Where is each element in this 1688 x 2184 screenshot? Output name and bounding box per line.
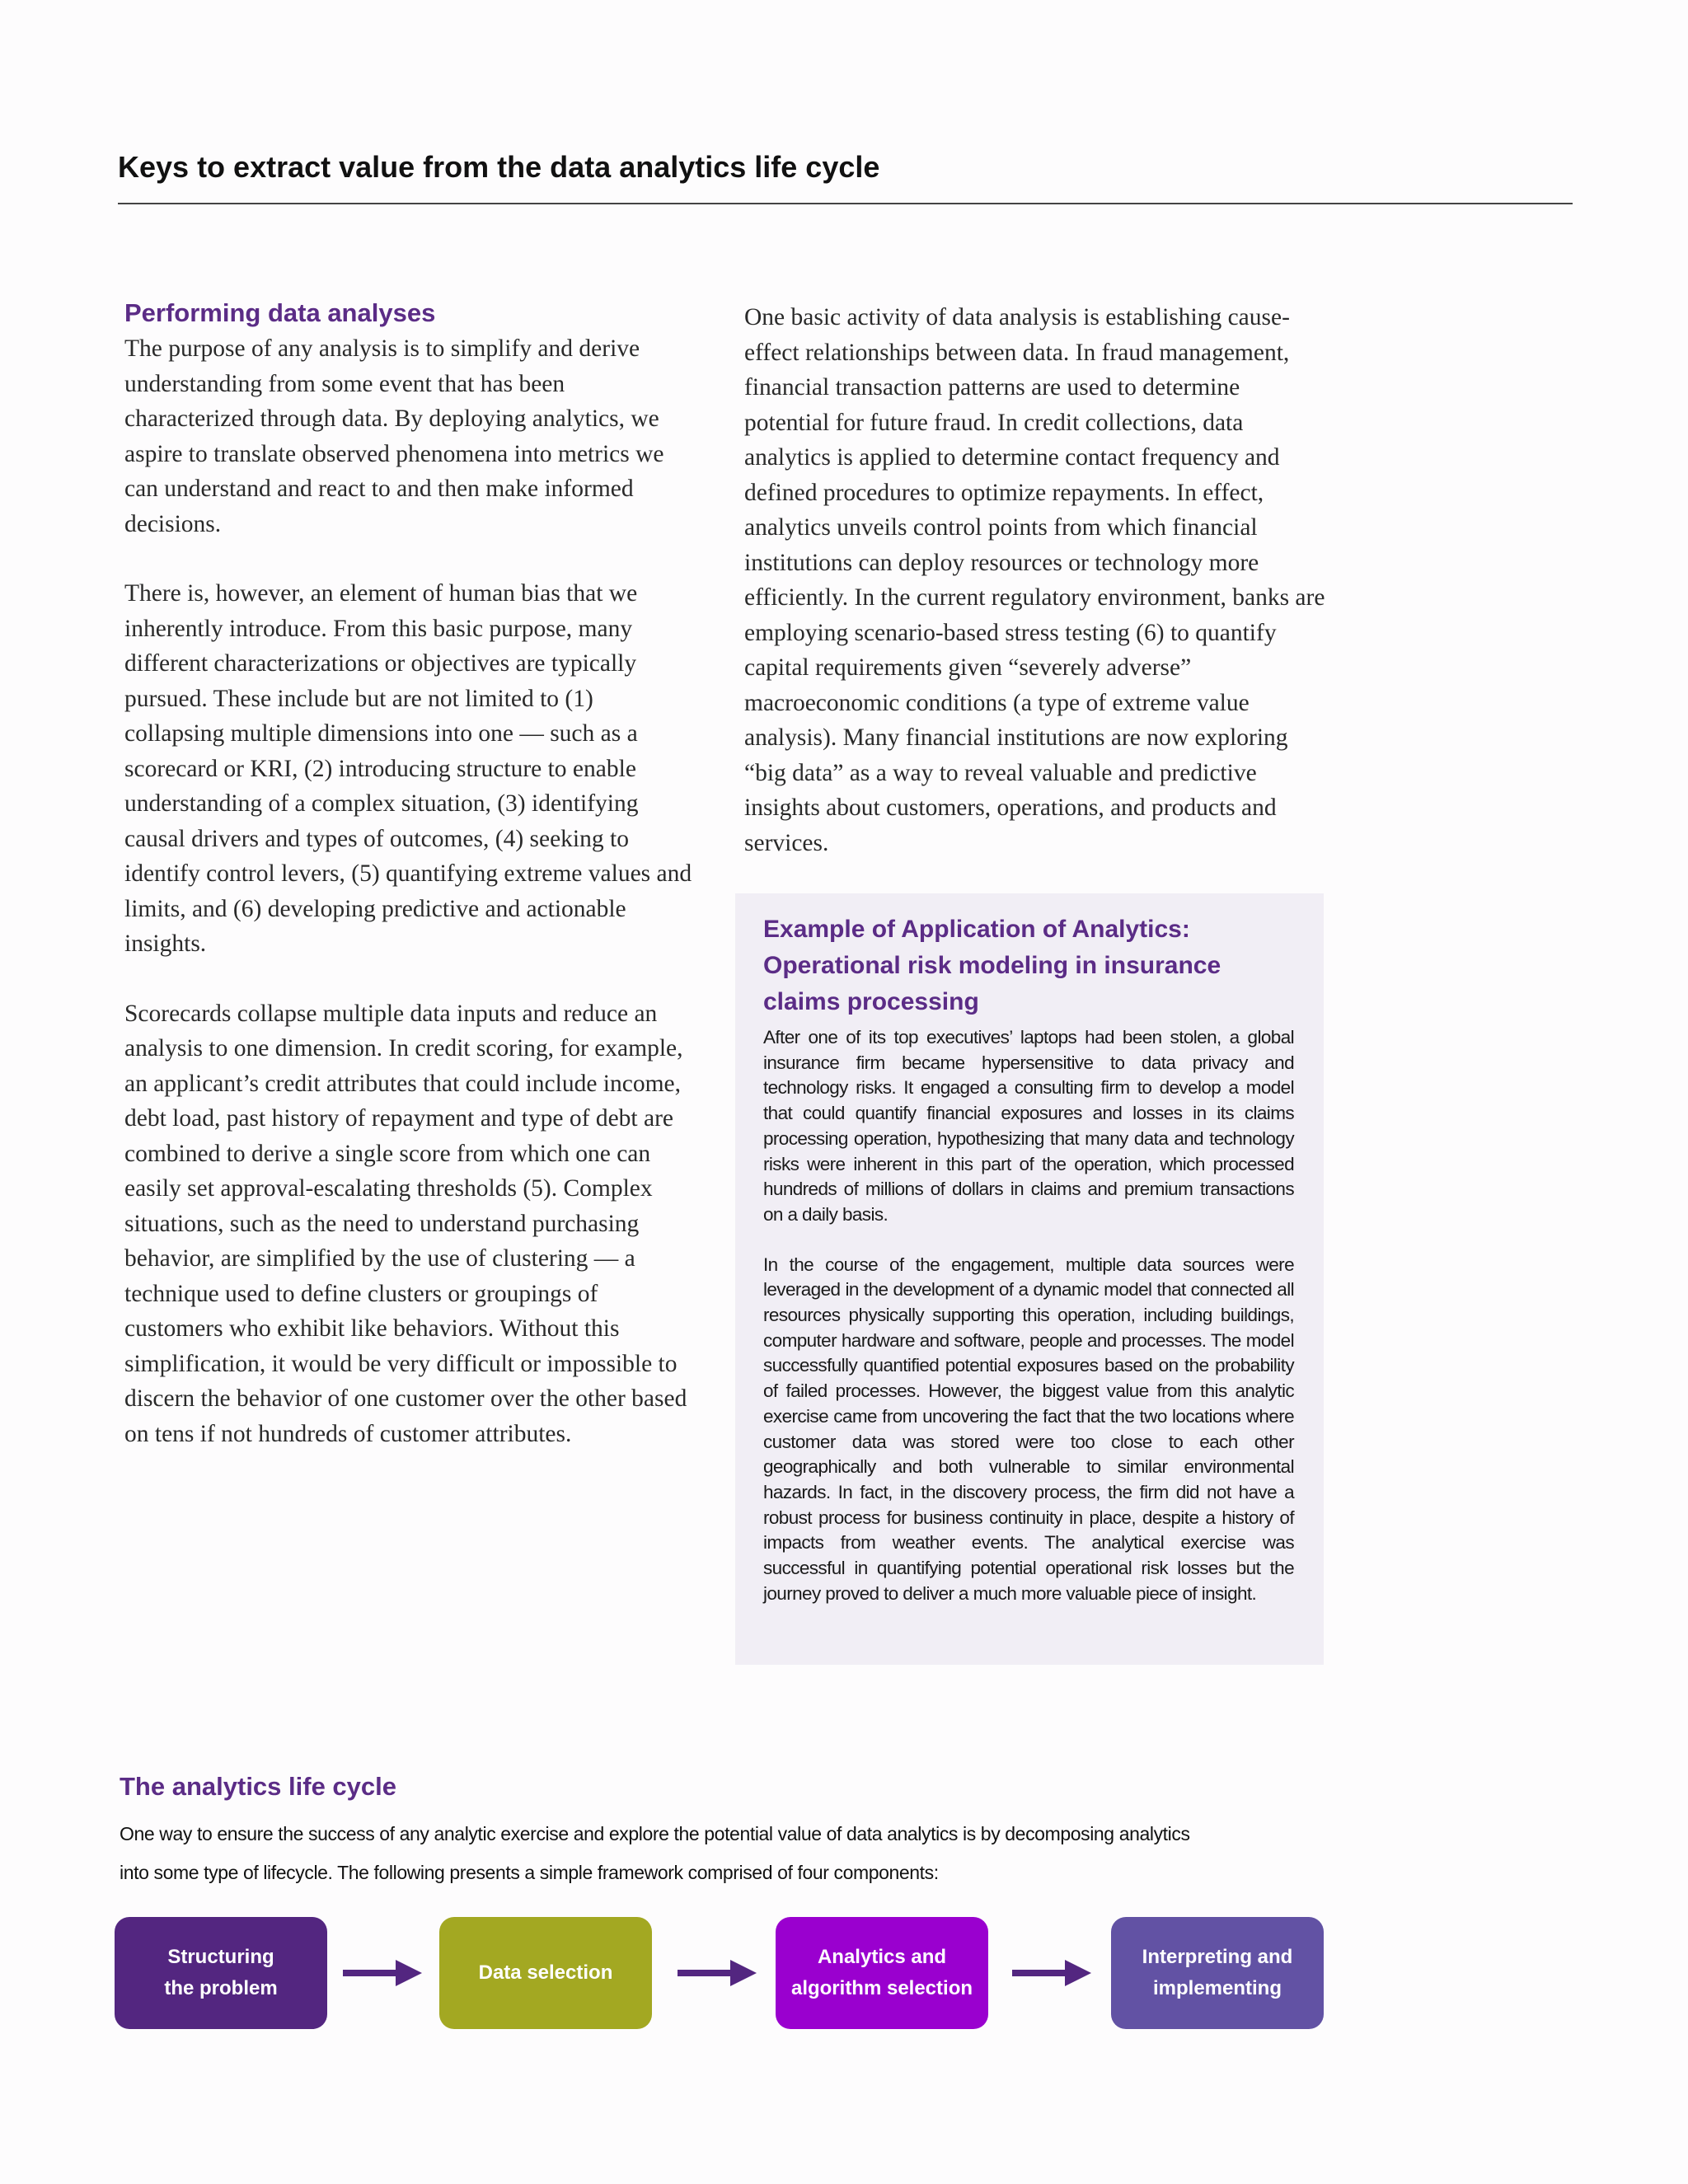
example-sidebar (735, 893, 1324, 1665)
lifecycle-intro (120, 1815, 1356, 1892)
sidebar-paragraph-1: After one of its top executives’ laptops had been stolen, a global insurance firm became hypersensitive to data privacy and technology risks. It engaged a consulting firm to develop a model that could quantify financial exposures and losses in its claims processing operation, hypothesizing that many data and technology risks were inherent in this part of the operation, which processed hundreds of millions of dollars in claims and premium transactions on a daily basis. (763, 1027, 1294, 1225)
lifecycle-heading: The analytics life cycle (120, 1772, 397, 1801)
step-structuring-the-problem (115, 1917, 327, 2029)
step-label-line: Analytics and (817, 1946, 947, 1968)
section-heading-performing-analyses: Performing data analyses (124, 298, 436, 327)
sidebar-paragraph-2: In the course of the engagement, multiple data sources were leveraged in the development of a dynamic model that connected all resources physically supporting this operation, including buildings, computer hardware and software, people and processes. The model successfully quantified potential exposures based on the probability of failed processes. However, the biggest value from this analytic exercise came from uncovering the fact that the two locations where customer data was stored were too close to each other geographically and both vulnerable to similar environmental hazards. In fact, in the discovery process, the firm did not have a robust process for business continuity in place, despite a history of impacts from weather events. The analytical exercise was successful in quantifying potential operational risk losses but the journey proved to deliver a much more valuable piece of insight. (763, 1254, 1294, 1604)
right-paragraph: One basic activity of data analysis is establishing cause-effect relationships between data. In fraud management, financial transaction patterns are used to determine potential for future fraud. In credit collections, data analytics is applied to determine contact frequency and defined procedures to optimize repayments. In effect, analytics unveils control points from which financial institutions can deploy resources or technology more efficiently. In the current regulatory environment, banks are employing scenario-based stress testing (6) to quantify capital requirements given “severely adverse” macroeconomic conditions (a type of extreme value analysis). Many financial institutions are now exploring “big data” as a way to reveal valuable and predictive insights about customers, operations, and products and services. (744, 304, 1325, 856)
step-label-line: the problem (164, 1977, 278, 1999)
step-label-line: algorithm selection (790, 1977, 973, 1999)
arrow-right-icon (341, 1958, 424, 1988)
arrow-right-icon (676, 1958, 758, 1988)
sidebar-title-line: claims processing (763, 988, 979, 1015)
step-label-line: Data selection (478, 1961, 613, 1984)
step-label-line: implementing (1152, 1977, 1282, 1999)
left-paragraph-2: There is, however, an element of human bias that we inherently introduce. From this basic purpose, many different characterizations or objectives are typically pursued. These include but are not limited to (1) collapsing multiple dimensions into one — such as a scorecard or KRI, (2) introducing structure to enable understanding of a complex situation, (3) identifying causal drivers and types of outcomes, (4) seeking to identify control levers, (5) quantifying extreme values and limits, and (6) developing predictive and actionable insights. (124, 580, 692, 957)
step-data-selection (439, 1917, 652, 2029)
left-paragraph-1: The purpose of any analysis is to simplify and derive understanding from some event that has been characterized through data. By deploying analytics, we aspire to translate observed phenomena into metrics we can understand and react to and then make informed decisions. (124, 335, 664, 537)
sidebar-title (763, 912, 1294, 1020)
title-divider (118, 203, 1573, 204)
step-analytics-and-algorithm-selection (776, 1917, 988, 2029)
page-title: Keys to extract value from the data analytics life cycle (118, 150, 880, 184)
lifecycle-intro-line: into some type of lifecycle. The following presents a simple framework comprised of four components: (120, 1862, 939, 1883)
sidebar-title-line: Operational risk modeling in insurance (763, 952, 1221, 979)
step-label-line: Structuring (167, 1946, 274, 1968)
left-paragraph-3: Scorecards collapse multiple data inputs and reduce an analysis to one dimension. In credit scoring, for example, an applicant’s credit attributes that could include income, debt load, past history of repayment and type of debt are combined to derive a single score from which one can easily set approval-escalating thresholds (5). Complex situations, such as the need to understand purchasing behavior, are simplified by the use of clustering — a technique used to define clusters or groupings of customers who exhibit like behaviors. Without this simplification, it would be very difficult or impossible to discern the behavior of one customer over the other based on tens if not hundreds of customer attributes. (124, 1000, 687, 1447)
right-column (744, 295, 1329, 860)
step-interpreting-and-implementing (1111, 1917, 1324, 2029)
sidebar-title-line: Example of Application of Analytics: (763, 916, 1190, 943)
lifecycle-intro-line: One way to ensure the success of any analytic exercise and explore the potential value of data analytics is by decomposing analytics (120, 1823, 1190, 1844)
step-label-line: Interpreting and (1142, 1946, 1293, 1968)
left-column (124, 295, 693, 1451)
arrow-right-icon (1010, 1958, 1093, 1988)
